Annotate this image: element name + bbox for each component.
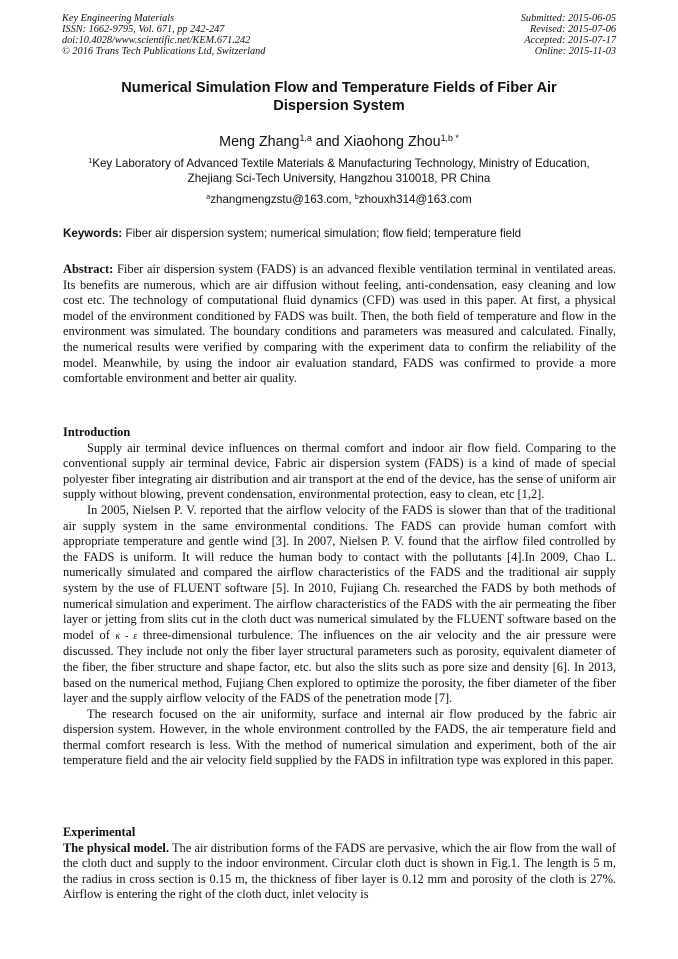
author-affil-mark: 1,a (299, 133, 312, 144)
online-date: Online: 2015-11-03 (534, 46, 616, 57)
affiliation (58, 156, 620, 186)
keywords (63, 227, 616, 241)
paragraph: The research focused on the air uniformity, surface and internal air flow produced by the fabric air dispersion system. However, in the whole environment controlled by the FADS, the air temperature field and thermal comfort research is less. With the method of numerical simulation and experiment, both of the air temperature field and the air velocity field supplied by the FADS in infiltration type was explored in this paper. (63, 706, 616, 768)
affil-mark: 1 (88, 156, 93, 166)
email-link[interactable]: zhangmengzstu@163.com, (210, 193, 355, 206)
author-joiner: and (311, 134, 344, 150)
keywords-text: Fiber air dispersion system; numerical simulation; flow field; temperature field (122, 227, 522, 240)
author-affil-mark: 1,b * (440, 133, 459, 144)
email-mark: b (354, 192, 359, 202)
kappa-epsilon-symbol: κ - ε (115, 630, 138, 642)
revised-date: Revised: 2015-07-06 (529, 24, 616, 35)
abstract-label: Abstract: (63, 262, 114, 276)
paragraph: Supply air terminal device influences on thermal comfort and indoor air flow field. Comparing to the conventional supply air terminal device, Fabric air dispersion system (FADS) is a kind of made of special polyester fiber integrating air distribution and air transport at the end of the device, has the sense of uniform air supply without blowing, prevent condensation, environmental protection, easy to clean, etc [1,2]. (63, 440, 616, 502)
paper-title (62, 79, 616, 115)
abstract-text: Fiber air dispersion system (FADS) is an advanced flexible ventilation terminal in ventilated areas. Its benefits are numerous, which are air diffusion without feeling, anti-condensation, easy cleaning and low cost etc. The technology of computational fluid dynamics (CFD) was used in this paper. At first, a physical model of the environment conditioned by FADS was built. Then, the both field of temperature and flow in the environment was simulated. The boundary conditions and parameters was measured and calculated. Finally, the numerical results were verified by comparing with the experiment data to confirm the reliability of the model. Meanwhile, by using the indoor air evaluation standard, FADS was confirmed to provide a more comfortable environment and better air quality. (63, 262, 616, 386)
copyright: © 2016 Trans Tech Publications Ltd, Switzerland (62, 46, 266, 57)
paragraph-text: three-dimensional turbulence. The influences on the air velocity and the air pressure were discussed. They include not only the fiber layer structural parameters such as porosity, equivalent diameter of the fiber, the fiber structure and shape factor, etc. but also the slits such as pore size and density [6]. In 2013, based on the numerical method, Fujiang Chen explored to optimize the porosity, the fiber diameter of the fiber layer and the supply airflow velocity of the FADS of the penetration mode [7]. (63, 627, 616, 706)
section-heading: Introduction (63, 425, 131, 439)
journal-info (62, 13, 265, 57)
section-heading: Experimental (63, 825, 136, 839)
affiliation-line-1: Key Laboratory of Advanced Textile Materials & Manufacturing Technology, Ministry of Education, (92, 157, 590, 170)
email-link[interactable]: zhouxh314@163.com (358, 193, 472, 206)
publication-dates (521, 13, 616, 57)
submitted-date: Submitted: 2015-06-05 (520, 13, 616, 24)
affiliation-line-2: Zhejiang Sci-Tech University, Hangzhou 310018, PR China (187, 172, 491, 185)
accepted-date: Accepted: 2015-07-17 (524, 35, 616, 46)
email-mark: a (206, 192, 211, 202)
issn-info: ISSN: 1662-9795, Vol. 671, pp 242-247 (62, 24, 225, 35)
paragraph-text: In 2005, Nielsen P. V. reported that the airflow velocity of the FADS is slower than that of the traditional air supply system in the same environmental conditions. The FADS can provide human comfort with appropriate temperature and gentle wind [3]. In 2007, Nielsen P. V. found that the airflow filed controlled by the FADS is uniform. It will reduce the human body to contact with the pollutants [4].In 2009, Chao L. numerically simulated and compared the airflow characteristics of the FADS and the traditional air supply system by the use of FLUENT software [5]. In 2010, Fujiang Ch. researched the FADS by both methods of numerical simulation and experiment. The airflow characteristics of the FADS with the air permeating the fiber layer or jetting from slits cut in the cloth duct was numerical simulated by the FLUENT software based on the model of (63, 502, 616, 642)
abstract (63, 262, 616, 387)
introduction-section (63, 425, 616, 769)
author-list (62, 134, 616, 151)
keywords-label: Keywords: (63, 227, 123, 240)
title-line-1: Numerical Simulation Flow and Temperature Fields of Fiber Air (121, 80, 557, 96)
author-emails (62, 192, 616, 207)
author-name: Meng Zhang (219, 134, 300, 150)
paragraph (63, 503, 616, 707)
journal-name: Key Engineering Materials (62, 13, 175, 24)
author-name: Xiaohong Zhou (343, 134, 441, 150)
experimental-section (63, 825, 616, 903)
paragraph-text: The air distribution forms of the FADS are pervasive, which the air flow from the wall of the cloth duct and supply to the indoor environment. Circular cloth duct is shown in Fig.1. The length is 5 m, the radius in cross section is 0.15 m, the thickness of fiber layer is 0.12 mm and porosity of the cloth is 27%. Airflow is entering the right of the cloth duct, inlet velocity is (63, 840, 616, 902)
doi-link[interactable]: doi:10.4028/www.scientific.net/KEM.671.242 (62, 35, 251, 46)
title-line-2: Dispersion System (273, 98, 405, 114)
subsection-heading: The physical model. (63, 840, 169, 855)
